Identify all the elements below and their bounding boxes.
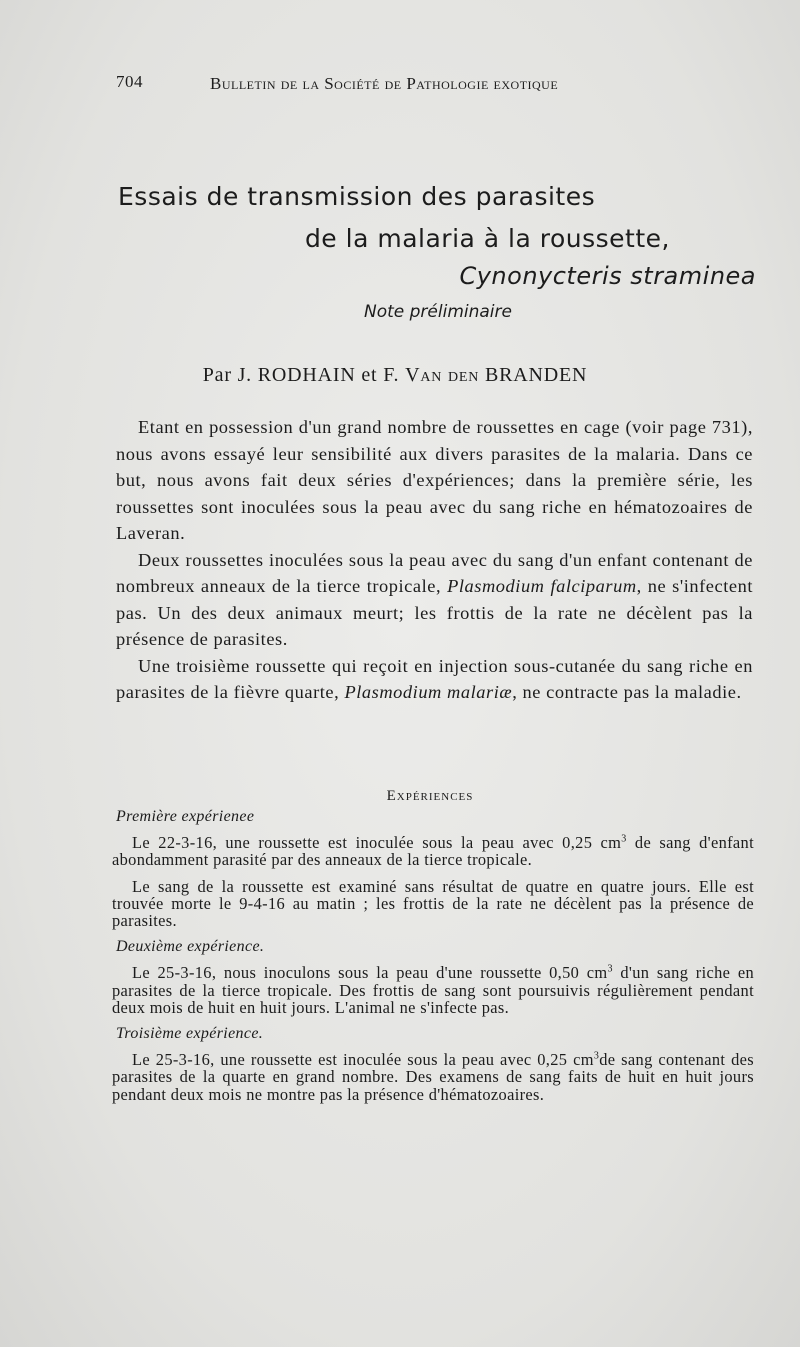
species-falciparum: Plasmodium falciparum	[447, 576, 637, 596]
exp2-p1-start: Le 25-3-16, nous inoculons sous la peau d'une roussette 0,50 cm	[132, 963, 608, 983]
para3-start: Une troisième roussette qui reçoit en injection sous-cutanée du sang riche en parasites de la fièvre quarte,	[116, 655, 753, 702]
article-title-species: Cynonycteris straminea	[459, 262, 756, 290]
paragraph-3	[116, 653, 753, 706]
species-malariae: Plasmodium malariæ	[344, 682, 513, 702]
article-title-line-2: de la malaria à la roussette,	[304, 224, 670, 253]
page-number: 704	[116, 72, 143, 91]
para2-start: Deux roussettes inoculées sous la peau avec du sang d'un enfant contenant de nombreux anneaux de la tierce tropicale,	[116, 549, 753, 596]
article-note: Note préliminaire	[364, 302, 512, 322]
authors-prefix: Par J. RODHAIN et F.	[202, 364, 406, 386]
experience-2-paragraph-1	[112, 964, 754, 1016]
para3-end: , ne contracte pas la maladie.	[512, 682, 742, 702]
authors-last: BRANDEN	[479, 364, 588, 386]
article-title-line-1: Essais de transmission des parasites	[118, 182, 596, 211]
article-authors	[0, 364, 790, 387]
experiences-section	[112, 808, 754, 1112]
paragraph-2	[116, 547, 753, 653]
experience-1-paragraph-1	[112, 834, 754, 868]
paragraph-1: Etant en possession d'un grand nombre de roussettes en cage (voir page 731), nous avons essayé leur sensibilité aux divers parasites de la malaria. Dans ce but, nous avons fait deux séries d'expériences; dans la première série, les roussettes sont inoculées sous la peau avec du sang riche en hématozoaires de Laveran.	[116, 417, 753, 543]
exp2-p1-end: d'un sang riche en parasites de la tierce tropicale. Des frottis de sang sont poursuivis régulièrement pendant deux mois de huit en huit jours. L'animal ne s'infecte pas.	[112, 963, 754, 1017]
exp1-p1-end: de sang d'enfant abondamment parasité par des anneaux de la tierce tropicale.	[112, 833, 754, 870]
experience-1-paragraph-2: Le sang de la roussette est examiné sans résultat de quatre en quatre jours. Elle est trouvée morte le 9-4-16 au matin ; les frottis de la rate ne décèlent pas la présence de parasites.	[112, 876, 754, 931]
experience-3-paragraph-1	[112, 1051, 754, 1103]
running-title: Bulletin de la Société de Pathologie exotique	[210, 74, 559, 93]
experience-1-title: Première expérienee	[116, 808, 255, 825]
experience-2-title: Deuxième expérience.	[116, 938, 265, 956]
experiences-heading: Expériences	[386, 788, 474, 804]
para2-end: , ne s'infectent pas. Un des deux animaux meurt; les frottis de la rate ne décèlent pas la présence de parasites.	[116, 576, 753, 649]
exp1-p1-start: Le 22-3-16, une roussette est inoculée sous la peau avec 0,25 cm	[132, 833, 622, 853]
exp2-p1-sup: 3	[607, 963, 613, 975]
exp3-p1-start: Le 25-3-16, une roussette est inoculée sous la peau avec 0,25 cm	[132, 1050, 594, 1070]
exp3-p1-end: de sang contenant des parasites de la quarte en grand nombre. Des examens de sang faits de huit en huit jours pendant deux mois ne montre pas la présence d'hématozoaires.	[112, 1050, 754, 1104]
exp3-p1-sup: 3	[593, 1050, 600, 1062]
authors-particle: Van den	[405, 364, 480, 386]
experience-3-title: Troisième expérience.	[116, 1025, 264, 1043]
introduction-text	[116, 414, 753, 706]
exp1-p1-sup: 3	[621, 833, 627, 845]
